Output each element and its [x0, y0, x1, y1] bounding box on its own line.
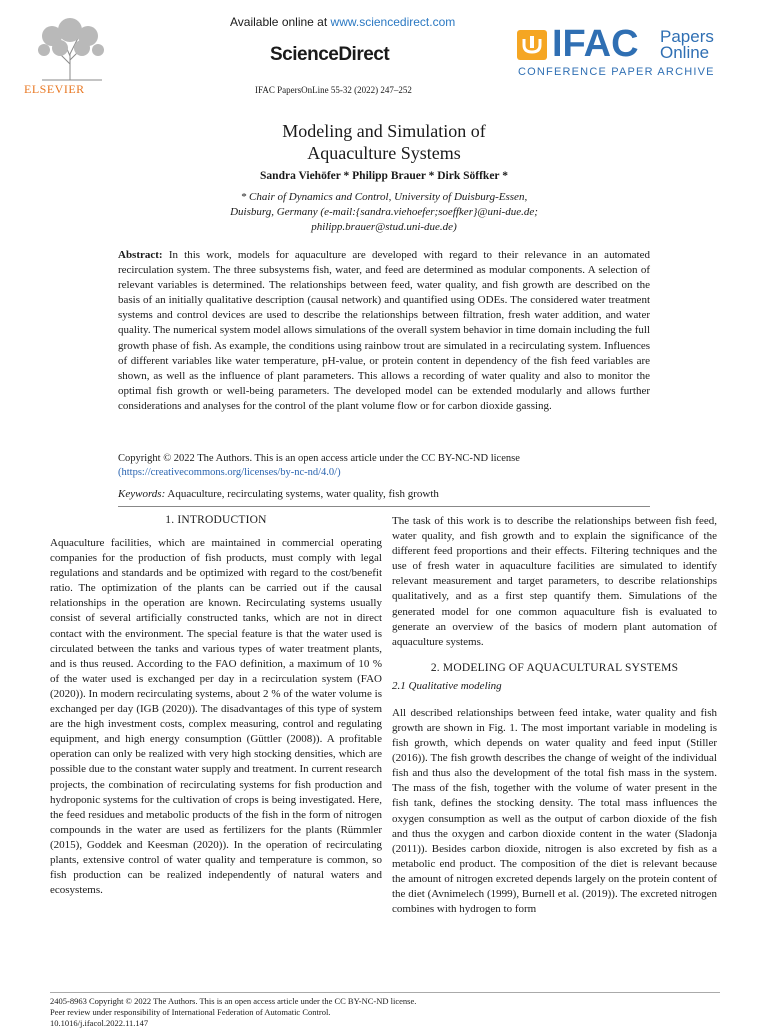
section-1-heading: 1. INTRODUCTION: [165, 514, 267, 526]
subsection-2-1-heading: 2.1 Qualitative modeling: [392, 679, 502, 692]
abstract: [118, 248, 650, 414]
section-2-text: All described relationships between feed intake, water quality and fish growth are shown in Fig. 1. The most important variable in modeling is fish growth, which depends on water quality and feed input (Stiller (2016)). The fish growth describes the change of weight of the individual fish and thus also the development of the total fish mass in the system. The mass of the fish, together with the volume of water present in the fish tank, defines the stocking density. The total mass influences the oxygen consumption as well as the output of carbon dioxide of the fish and thus the oxygen and carbon dioxide content in the water (Sladonja (2011)). Besides carbon dioxide, nitrogen is also excreted by fish as a metabolic end product. The composition of the diet is relevant because the amount of nitrogen excreted depends largely on the protein content of the diet (Avnimelech (1999), Burnell et al. (2019)). The excreted nitrogen combines with hydrogen to form: [392, 706, 717, 916]
sciencedirect-link[interactable]: www.sciencedirect.com: [330, 15, 456, 29]
title-line-1: Modeling and Simulation of: [282, 121, 486, 141]
keywords-text: Aquaculture, recirculating systems, water quality, fish growth: [167, 488, 439, 500]
ifac-papers: Papers: [660, 27, 714, 46]
right-column: [392, 514, 717, 917]
footer-doi: 10.1016/j.ifacol.2022.11.147: [50, 1018, 149, 1028]
paper-title: [0, 120, 768, 164]
abstract-label: Abstract:: [118, 249, 163, 261]
affiliation-line-3: philipp.brauer@stud.uni-due.de): [311, 221, 457, 233]
footer-copyright: 2405-8963 Copyright © 2022 The Authors. This is an open access article under the CC BY-NC-ND license.: [50, 996, 417, 1006]
title-line-2: Aquaculture Systems: [307, 143, 461, 163]
copyright-notice: [118, 452, 650, 480]
affiliation-line-1: * Chair of Dynamics and Control, University of Duisburg-Essen,: [240, 191, 528, 203]
left-column: [50, 514, 382, 898]
footer-divider: [50, 992, 720, 993]
sciencedirect-logo: ScienceDirect: [270, 44, 390, 65]
section-2-heading: 2. MODELING OF AQUACULTURAL SYSTEMS: [430, 661, 679, 674]
keywords-label: Keywords:: [118, 488, 166, 500]
ifac-online: Online: [660, 43, 710, 62]
footer-peer-review: Peer review under responsibility of International Federation of Automatic Control.: [50, 1007, 331, 1017]
available-online-line: [230, 15, 455, 29]
license-link[interactable]: (https://creativecommons.org/licenses/by-nc-nd/4.0/): [118, 467, 341, 478]
journal-reference: IFAC PapersOnLine 55-32 (2022) 247–252: [255, 85, 412, 95]
affiliation-line-2: Duisburg, Germany (e-mail:{sandra.viehoefer;soeffker}@uni-due.de;: [230, 206, 538, 218]
abstract-divider: [118, 506, 650, 507]
elsevier-label: ELSEVIER: [24, 82, 85, 96]
available-prefix: Available online at: [230, 15, 328, 29]
abstract-text: In this work, models for aquaculture are developed with regard to their relevance in an automated recirculation system. The three subsystems fish, water, and feed are determined as modular components. A selection of relevant variables is determined. The relationships between feed, water quality, and fish growth are described on the basis of an initially qualitative description (causal network) and quantified using ODEs. The considered water treatment systems and control devices are used to describe the relationships between filtration, fresh water addition, and water quality. The numerical system model allows simulations of the overall system behavior in time domain including the full growth phase of fish. As example, the conditions using rainbow trout are simulated in a recirculating system. Influences of different variables like water temperature, pH-value, or protein content in dependency of the fish feed variables are shown, as well as the influence of plant parameters. This allows a recording of water quality and also to monitor the optimal fish growth or well-being parameters. The developed model can be extended modularly and allows further considerations and analyses for the control of the plant volume flow or for carbon dioxide gassing.: [118, 249, 650, 412]
section-1-text: Aquaculture facilities, which are maintained in commercial operating companies for the production of fish products, must comply with legal regulations and standards and be optimized with regard to the cost/benefit ratio. The optimization of the plants can be carried out if the causal relationships in the operation are known. Recirculating systems usually consist of several artificially constructed tanks, which are not in direct contact with the environment. The special feature is that the water used is circulated between the tanks and various types of water treatment plants, and is thus reused. According to the FAO definition, a maximum of 10 % of the water used is exchanged per day in a recirculation system (FAO (2020)). In modern recirculating systems, about 2 % of the water volume is exchanged per day (IGB (2020)). The disadvantages of this type of system are the high investment costs, complex measuring, control and regulating equipment, and high energy consumption (Güttler (2008)). A profitable operation can only be realized with very high stocking densities, which are possible due to the constant water supply and treatment. In current research projects, the combination of recirculating systems for fish production and hydroponic systems for the cultivation of crops is being investigated. Here, the feed residues and metabolic products of the fish in the form of nitrogen compounds in the water are used as fertilizers for the plants (Rümmler (2015), Goddek and Keesman (2020)). In the operation of recirculating plants, extensive control of water quality and temperature is common, so fish production can be realized independently of natural waters and ecosystems.: [50, 537, 382, 897]
affiliation: [0, 190, 768, 235]
authors: Sandra Viehöfer * Philipp Brauer * Dirk Söffker *: [260, 170, 508, 182]
ifac-wordmark: IFAC: [552, 23, 639, 65]
copyright-text: Copyright © 2022 The Authors. This is an open access article under the CC BY-NC-ND license: [118, 453, 520, 464]
intro-continuation-text: The task of this work is to describe the relationships between fish feed, water quality, and fish growth and to explain the significance of the different feed proportions and their effects. Filtering techniques and the use of fresh water in aquaculture facilities are simulated to identify relevant measurement and target parameters, to describe relationships qualitatively, and as a first step quantify them. Simulations of the generated model for one common aquaculture fish is evaluated to generate an overview of the basics of modern plant automation of aquaculture systems.: [392, 515, 717, 648]
ifac-archive-label: CONFERENCE PAPER ARCHIVE: [518, 66, 715, 78]
keywords: [118, 488, 650, 500]
ifac-emblem-icon: [517, 30, 547, 60]
footer: [50, 996, 720, 1029]
